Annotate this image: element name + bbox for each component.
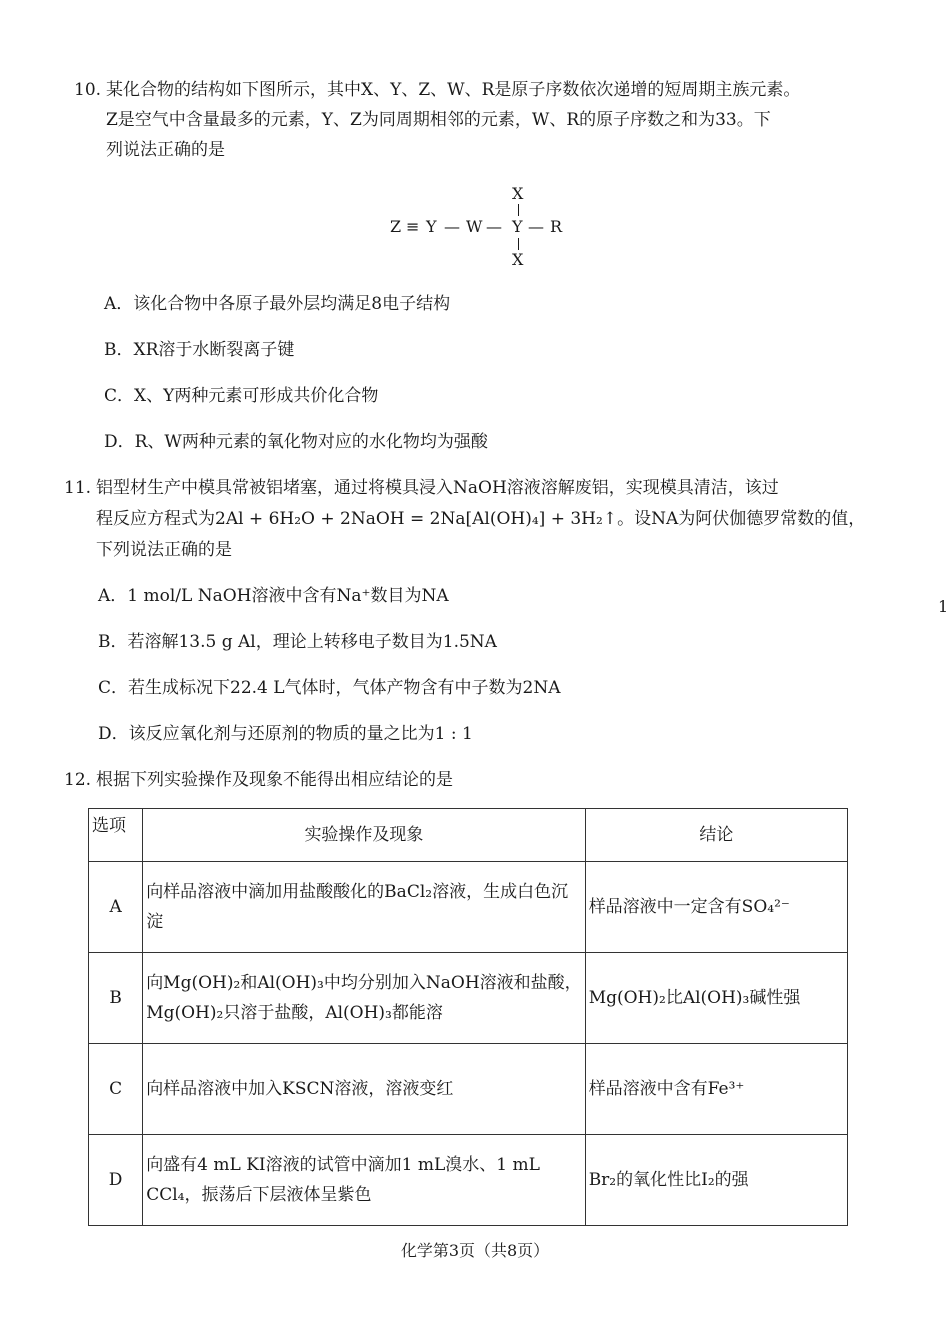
q10-text-line1: 某化合物的结构如下图所示，其中X、Y、Z、W、R是原子序数依次递增的短周期主族元素。 — [106, 80, 801, 100]
q10-option-c: C．X、Y两种元素可形成共价化合物 — [104, 386, 379, 406]
table-row — [89, 1044, 848, 1135]
q12-text: 根据下列实验操作及现象不能得出相应结论的是 — [96, 770, 453, 790]
structure-bond-3: — — [528, 217, 544, 236]
table-row — [89, 953, 848, 1044]
q10-number: 10. — [74, 80, 102, 100]
structure-bond-1: — — [444, 217, 460, 236]
table-row — [89, 1135, 848, 1226]
row-option: A — [89, 862, 143, 953]
header-option: 选项 — [89, 809, 143, 862]
row-operation: 向盛有4 mL KI溶液的试管中滴加1 mL溴水、1 mL CCl₄，振荡后下层液体呈紫色 — [143, 1135, 586, 1226]
q10-option-d: D．R、W两种元素的氧化物对应的水化物均为强酸 — [104, 432, 488, 452]
q11-text-line1: 铝型材生产中模具常被铝堵塞，通过将模具浸入NaOH溶液溶解废铝，实现模具清洁，该过 — [96, 478, 779, 498]
row-option: D — [89, 1135, 143, 1226]
q11-text-line3: 下列说法正确的是 — [96, 540, 232, 560]
edge-mark: 1 — [938, 597, 949, 616]
row-option: B — [89, 953, 143, 1044]
structure-y2: Y — [512, 217, 523, 236]
header-conclusion: 结论 — [585, 809, 847, 862]
q11-option-c: C．若生成标况下22.4 L气体时，气体产物含有中子数为2NA — [98, 678, 561, 698]
table-header-row — [89, 809, 848, 862]
q10-structure-diagram — [386, 184, 576, 274]
structure-triple-bond: ≡ — [406, 217, 420, 236]
q10-text-line2: Z是空气中含量最多的元素，Y、Z为同周期相邻的元素，W、R的原子序数之和为33。下 — [106, 110, 771, 130]
structure-z: Z — [390, 217, 402, 236]
row-operation: 向样品溶液中滴加用盐酸酸化的BaCl₂溶液，生成白色沉淀 — [143, 862, 586, 953]
q11-option-b: B．若溶解13.5 g Al，理论上转移电子数目为1.5NA — [98, 632, 497, 652]
table-row — [89, 862, 848, 953]
row-operation: 向样品溶液中加入KSCN溶液，溶液变红 — [143, 1044, 586, 1135]
structure-top-x: X — [512, 184, 524, 203]
q10-option-b: B．XR溶于水断裂离子键 — [104, 340, 295, 360]
page-footer: 化学第3页（共8页） — [400, 1241, 550, 1260]
q10-text-line3: 列说法正确的是 — [106, 140, 225, 160]
row-conclusion: 样品溶液中一定含有SO₄²⁻ — [585, 862, 847, 953]
structure-bond-2: — — [486, 217, 502, 236]
structure-y1: Y — [426, 217, 437, 236]
q12-number: 12. — [64, 770, 92, 790]
structure-top-bond — [518, 204, 519, 216]
row-conclusion: Mg(OH)₂比Al(OH)₃碱性强 — [585, 953, 847, 1044]
row-option: C — [89, 1044, 143, 1135]
structure-w: W — [466, 217, 483, 236]
experiment-table — [88, 808, 848, 1226]
row-operation: 向Mg(OH)₂和Al(OH)₃中均分别加入NaOH溶液和盐酸，Mg(OH)₂只溶于盐酸，Al(OH)₃都能溶 — [143, 953, 586, 1044]
structure-bottom-x: X — [512, 250, 524, 269]
q11-option-a: A．1 mol/L NaOH溶液中含有Na⁺数目为NA — [98, 586, 449, 606]
row-conclusion: 样品溶液中含有Fe³⁺ — [585, 1044, 847, 1135]
q11-text-line2: 程反应方程式为2Al + 6H₂O + 2NaOH = 2Na[Al(OH)₄] + 3H₂↑。设NA为阿伏伽德罗常数的值， — [96, 509, 866, 529]
q11-number: 11. — [64, 478, 92, 498]
structure-bottom-bond — [518, 238, 519, 250]
q10-option-a: A．该化合物中各原子最外层均满足8电子结构 — [104, 294, 451, 314]
structure-r: R — [550, 217, 563, 236]
row-conclusion: Br₂的氧化性比I₂的强 — [585, 1135, 847, 1226]
q11-option-d: D．该反应氧化剂与还原剂的物质的量之比为1 : 1 — [98, 724, 473, 744]
header-operation: 实验操作及现象 — [143, 809, 586, 862]
